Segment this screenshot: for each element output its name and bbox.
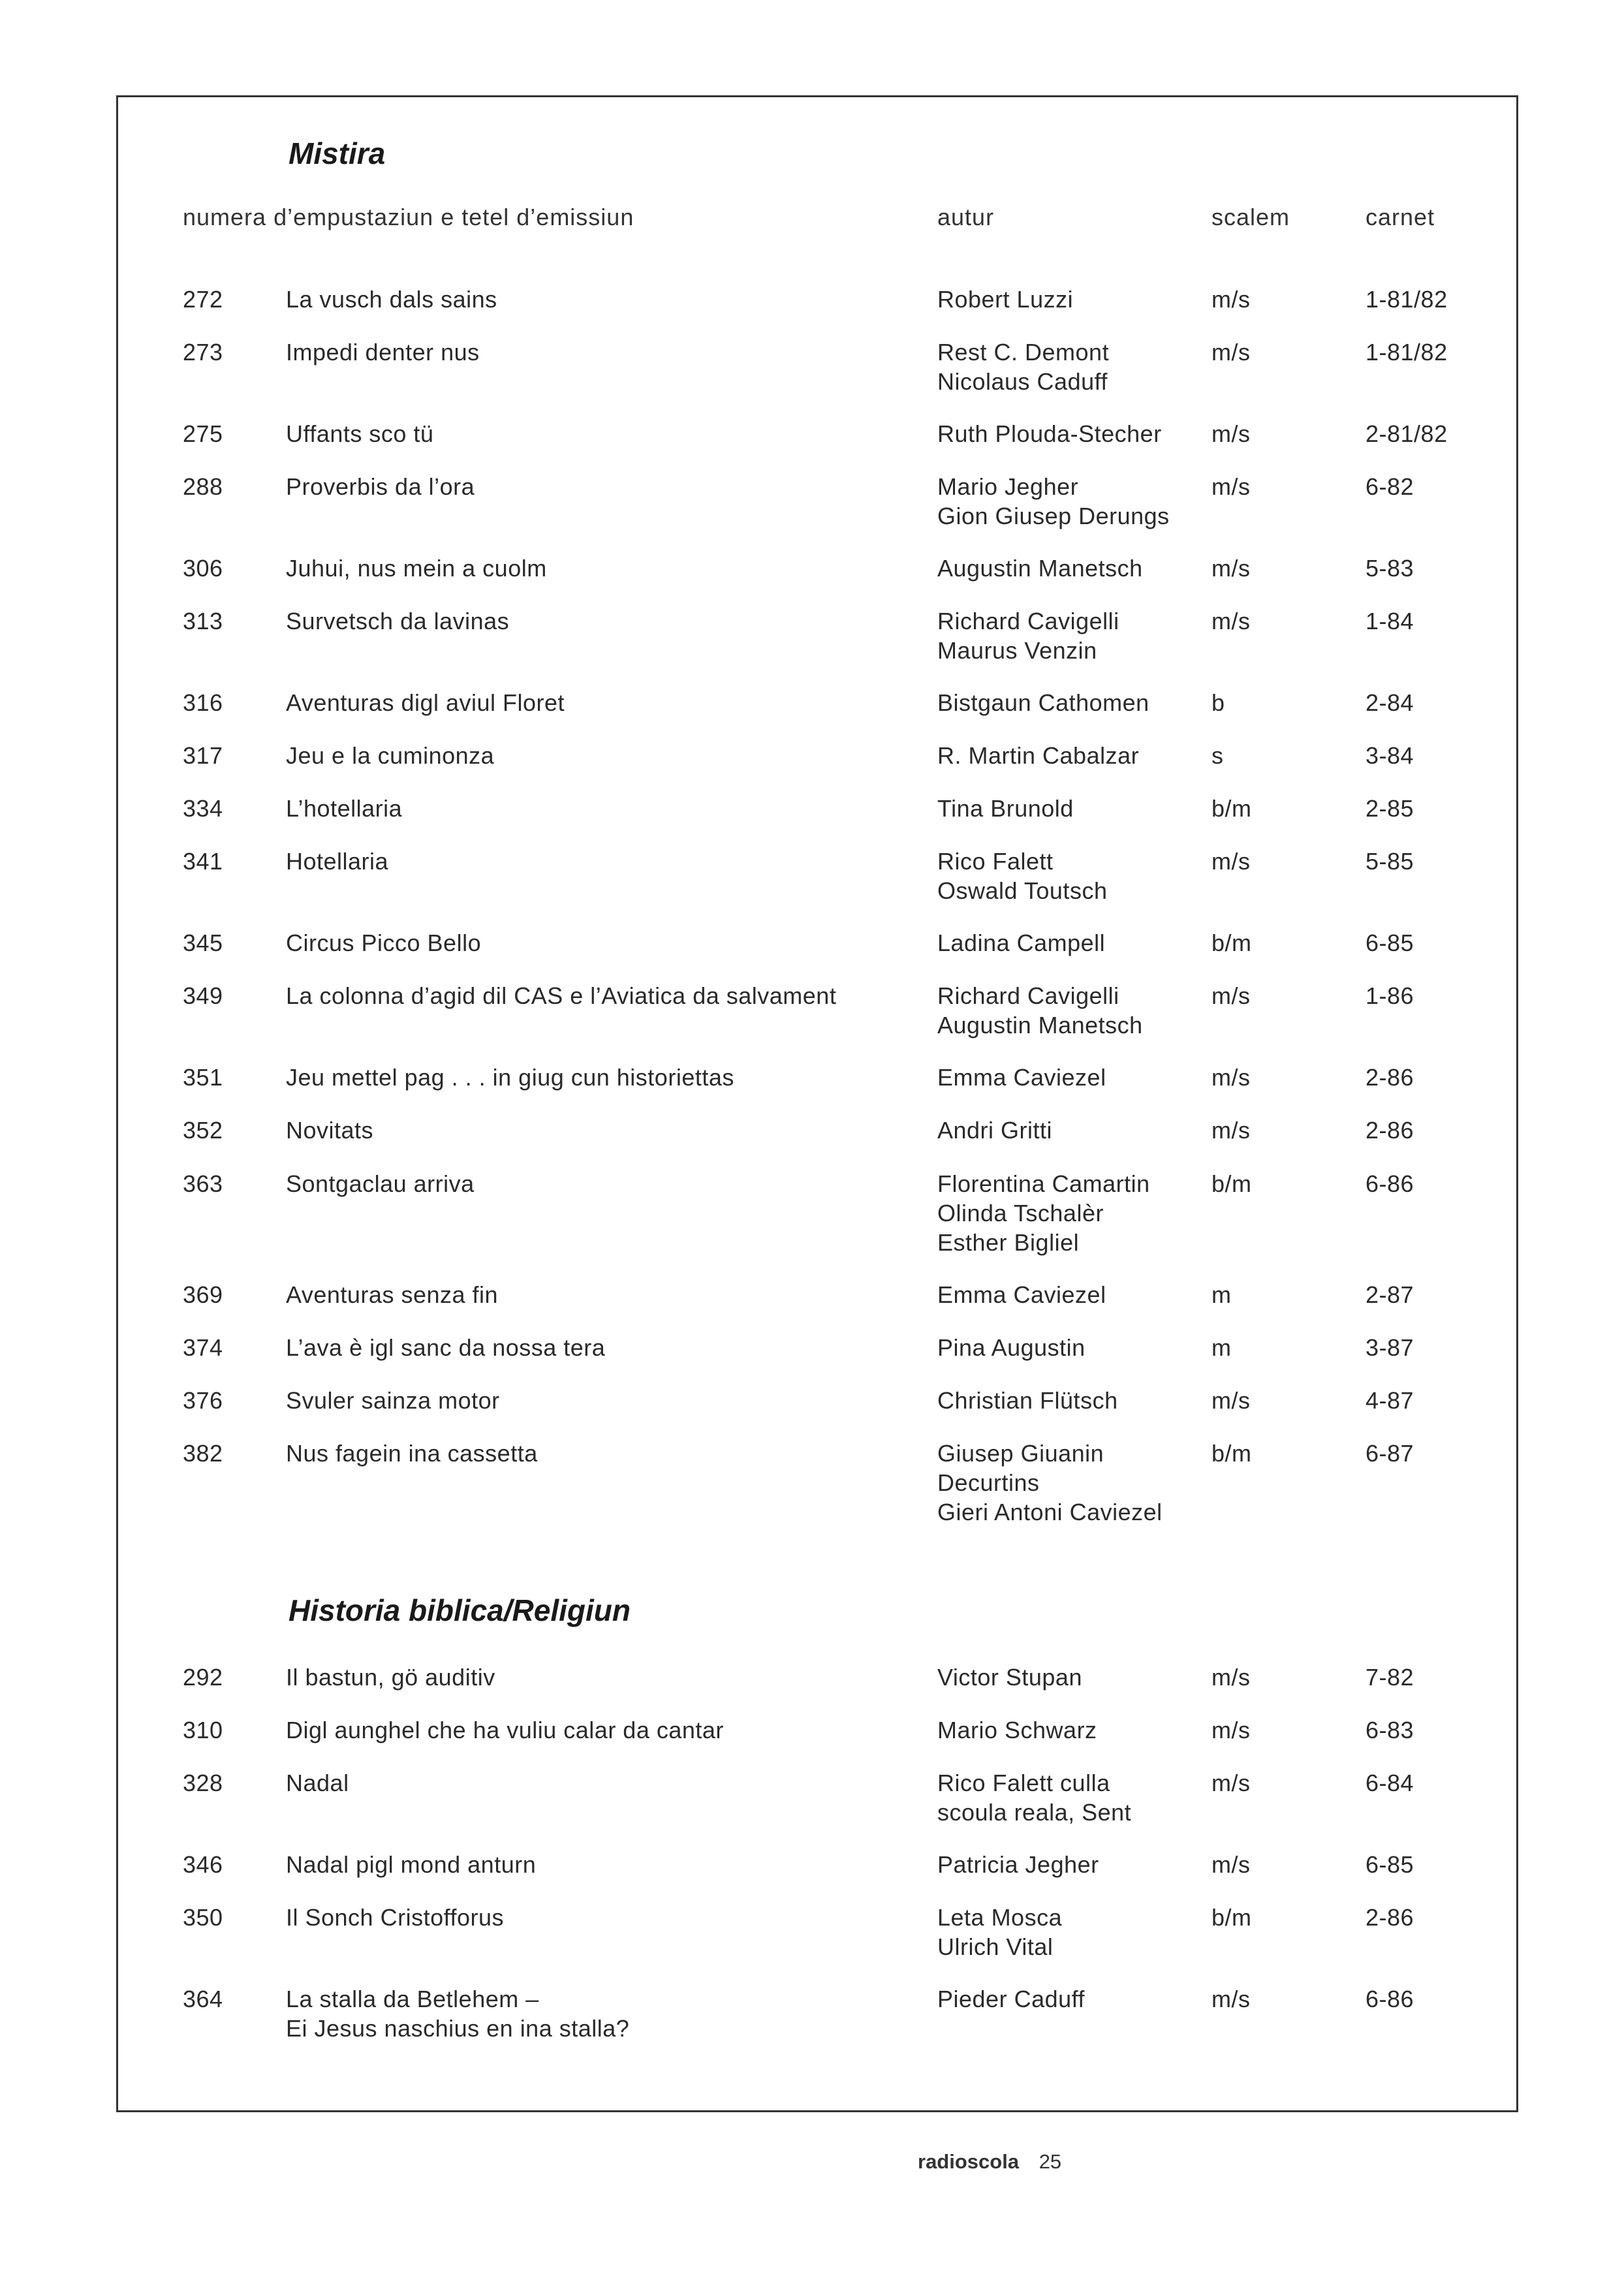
row-author-line: Gieri Antoni Caviezel xyxy=(937,1499,1163,1525)
row-author-line: Gion Giusep Derungs xyxy=(937,503,1170,529)
page-footer xyxy=(918,2150,1061,2174)
row-author xyxy=(937,1063,1106,1092)
row-title xyxy=(286,1715,724,1745)
row-carnet: 2-85 xyxy=(1366,795,1414,822)
row-carnet: 6-86 xyxy=(1366,1170,1414,1197)
row-author-line: Mario Schwarz xyxy=(937,1717,1097,1743)
row-scale: m/s xyxy=(1211,1664,1251,1691)
row-title xyxy=(286,688,565,717)
row-number: 374 xyxy=(183,1334,223,1361)
row-number: 346 xyxy=(183,1851,223,1878)
row-number: 275 xyxy=(183,420,223,447)
row-title xyxy=(286,1116,373,1145)
row-title-line: Circus Picco Bello xyxy=(286,929,482,956)
row-author xyxy=(937,554,1143,583)
row-carnet: 6-85 xyxy=(1366,1851,1414,1878)
row-scale: m/s xyxy=(1211,420,1251,447)
row-scale: m/s xyxy=(1211,1851,1251,1878)
row-number: 273 xyxy=(183,339,223,366)
row-number: 369 xyxy=(183,1281,223,1308)
row-carnet: 6-84 xyxy=(1366,1770,1414,1796)
row-number: 334 xyxy=(183,795,223,822)
row-title-line: Jeu mettel pag . . . in giug cun historiettas xyxy=(286,1064,734,1091)
row-title-line: La stalla da Betlehem – xyxy=(286,1986,539,2012)
row-carnet: 2-86 xyxy=(1366,1904,1414,1931)
row-number: 363 xyxy=(183,1170,223,1197)
row-author xyxy=(937,1333,1085,1362)
row-author-line: Richard Cavigelli xyxy=(937,608,1119,634)
row-scale: m/s xyxy=(1211,473,1251,500)
row-title-line: Survetsch da lavinas xyxy=(286,608,510,634)
row-number: 351 xyxy=(183,1064,223,1091)
row-author xyxy=(937,1439,1163,1527)
row-author-line: Christian Flütsch xyxy=(937,1387,1118,1414)
row-author-line: Victor Stupan xyxy=(937,1664,1082,1691)
row-number: 382 xyxy=(183,1440,223,1467)
row-number: 376 xyxy=(183,1387,223,1414)
section-title-historia-biblica: Historia biblica/Religiun xyxy=(289,1593,631,1627)
row-number: 328 xyxy=(183,1770,223,1796)
row-title-line: Svuler sainza motor xyxy=(286,1387,500,1414)
row-author-line: scoula reala, Sent xyxy=(937,1799,1132,1826)
row-title xyxy=(286,554,547,583)
row-author xyxy=(937,419,1162,448)
row-author xyxy=(937,337,1109,396)
row-number: 310 xyxy=(183,1717,223,1743)
row-title-line: Il Sonch Cristofforus xyxy=(286,1904,504,1931)
row-author xyxy=(937,606,1119,665)
row-title xyxy=(286,1169,475,1198)
row-carnet: 6-87 xyxy=(1366,1440,1414,1467)
row-author-line: Oswald Toutsch xyxy=(937,877,1108,904)
row-carnet: 1-81/82 xyxy=(1366,286,1448,313)
row-number: 364 xyxy=(183,1986,223,2012)
row-title xyxy=(286,1063,734,1092)
row-author-line: Patricia Jegher xyxy=(937,1851,1099,1878)
row-number: 341 xyxy=(183,848,223,875)
row-title-line: L’hotellaria xyxy=(286,795,403,822)
row-title xyxy=(286,1850,536,1879)
row-author-line: Richard Cavigelli xyxy=(937,982,1119,1009)
row-scale: b/m xyxy=(1211,795,1252,822)
row-author-line: Emma Caviezel xyxy=(937,1064,1106,1091)
row-author xyxy=(937,1169,1150,1257)
row-author-line: Ruth Plouda-Stecher xyxy=(937,420,1162,447)
row-scale: m/s xyxy=(1211,608,1251,634)
row-title xyxy=(286,606,509,636)
row-author xyxy=(937,472,1170,531)
row-title xyxy=(286,847,388,876)
footer-brand: radioscola xyxy=(918,2150,1020,2173)
row-title-line: L’ava è igl sanc da nossa tera xyxy=(286,1334,606,1361)
row-title-line: Novitats xyxy=(286,1117,374,1144)
row-carnet: 2-81/82 xyxy=(1366,420,1448,447)
row-scale: m/s xyxy=(1211,555,1251,582)
row-carnet: 2-84 xyxy=(1366,689,1414,716)
row-number: 306 xyxy=(183,555,223,582)
row-title-line: Nadal pigl mond anturn xyxy=(286,1851,537,1878)
row-carnet: 4-87 xyxy=(1366,1387,1414,1414)
row-author-line: Pieder Caduff xyxy=(937,1986,1085,2012)
row-title xyxy=(286,1663,495,1692)
row-author-line: Andri Gritti xyxy=(937,1117,1053,1144)
row-author xyxy=(937,1984,1085,2014)
row-author-line: Ulrich Vital xyxy=(937,1933,1054,1960)
row-scale: m/s xyxy=(1211,1117,1251,1144)
column-header-number-title: numera d’empustaziun e tetel d’emissiun xyxy=(183,204,634,230)
row-author-line: Emma Caviezel xyxy=(937,1281,1106,1308)
row-author-line: Rico Falett xyxy=(937,848,1054,875)
row-number: 272 xyxy=(183,286,223,313)
row-author-line: Rico Falett culla xyxy=(937,1770,1110,1796)
row-number: 352 xyxy=(183,1117,223,1144)
row-author xyxy=(937,1903,1062,1961)
row-scale: b/m xyxy=(1211,1170,1252,1197)
row-scale: m/s xyxy=(1211,1717,1251,1743)
row-author-line: Augustin Manetsch xyxy=(937,1012,1143,1038)
row-author xyxy=(937,1663,1082,1692)
row-number: 350 xyxy=(183,1904,223,1931)
row-author xyxy=(937,1116,1052,1145)
row-title-line: Uffants sco tü xyxy=(286,420,434,447)
row-carnet: 2-86 xyxy=(1366,1117,1414,1144)
row-author-line: Ladina Campell xyxy=(937,929,1106,956)
row-title xyxy=(286,794,402,823)
row-scale: m/s xyxy=(1211,286,1251,313)
row-author xyxy=(937,1386,1118,1415)
row-author xyxy=(937,981,1143,1040)
row-title xyxy=(286,337,480,367)
row-title xyxy=(286,928,481,958)
row-scale: m/s xyxy=(1211,848,1251,875)
row-carnet: 5-83 xyxy=(1366,555,1414,582)
row-scale: m/s xyxy=(1211,1770,1251,1796)
row-author-line: Leta Mosca xyxy=(937,1904,1063,1931)
page-number: 25 xyxy=(1038,2150,1062,2173)
row-title-line: Proverbis da l’ora xyxy=(286,473,475,500)
row-title xyxy=(286,1280,498,1309)
row-number: 288 xyxy=(183,473,223,500)
row-author-line: Augustin Manetsch xyxy=(937,555,1143,582)
row-scale: m xyxy=(1211,1334,1232,1361)
row-number: 345 xyxy=(183,929,223,956)
row-title-line: Sontgaclau arriva xyxy=(286,1170,475,1197)
row-carnet: 6-85 xyxy=(1366,929,1414,956)
row-author xyxy=(937,1280,1106,1309)
row-title-line: La colonna d’agid dil CAS e l’Aviatica da salvament xyxy=(286,982,837,1009)
row-carnet: 1-84 xyxy=(1366,608,1414,634)
row-author-line: Pina Augustin xyxy=(937,1334,1085,1361)
row-title-line: Hotellaria xyxy=(286,848,389,875)
row-carnet: 6-86 xyxy=(1366,1986,1414,2012)
row-title xyxy=(286,285,497,314)
row-author-line: Tina Brunold xyxy=(937,795,1074,822)
row-author-line: Esther Bigliel xyxy=(937,1229,1080,1256)
row-author xyxy=(937,794,1074,823)
page-frame xyxy=(116,95,1518,2112)
row-carnet: 6-82 xyxy=(1366,473,1414,500)
row-carnet: 3-84 xyxy=(1366,742,1414,769)
row-author-line: Florentina Camartin xyxy=(937,1170,1150,1197)
row-author-line: Giusep Giuanin xyxy=(937,1440,1104,1467)
row-carnet: 5-85 xyxy=(1366,848,1414,875)
row-scale: s xyxy=(1211,742,1224,769)
section-title-mistira: Mistira xyxy=(289,136,386,170)
row-title xyxy=(286,419,433,448)
row-title xyxy=(286,1439,538,1468)
row-author xyxy=(937,847,1107,905)
row-carnet: 3-87 xyxy=(1366,1334,1414,1361)
row-author xyxy=(937,688,1149,717)
row-scale: b xyxy=(1211,689,1225,716)
row-title-line: Ei Jesus naschius en ina stalla? xyxy=(286,2015,630,2042)
row-author-line: R. Martin Cabalzar xyxy=(937,742,1140,769)
row-title-line: Aventuras senza fin xyxy=(286,1281,499,1308)
row-title-line: Il bastun, gö auditiv xyxy=(286,1664,495,1691)
row-title-line: Juhui, nus mein a cuolm xyxy=(286,555,547,582)
row-number: 349 xyxy=(183,982,223,1009)
row-title-line: Nus fagein ina cassetta xyxy=(286,1440,538,1467)
row-title xyxy=(286,1984,629,2043)
row-author xyxy=(937,741,1139,770)
row-title xyxy=(286,981,836,1010)
row-author-line: Mario Jegher xyxy=(937,473,1079,500)
row-carnet: 2-87 xyxy=(1366,1281,1414,1308)
row-title xyxy=(286,741,494,770)
row-title xyxy=(286,1768,349,1798)
row-author xyxy=(937,285,1073,314)
row-number: 317 xyxy=(183,742,223,769)
row-author xyxy=(937,928,1105,958)
row-title-line: Aventuras digl aviul Floret xyxy=(286,689,565,716)
row-carnet: 2-86 xyxy=(1366,1064,1414,1091)
column-header-scale: scalem xyxy=(1211,204,1290,230)
row-carnet: 6-83 xyxy=(1366,1717,1414,1743)
row-scale: b/m xyxy=(1211,1440,1252,1467)
row-carnet: 1-81/82 xyxy=(1366,339,1448,366)
row-scale: m/s xyxy=(1211,339,1251,366)
row-author-line: Olinda Tschalèr xyxy=(937,1200,1104,1226)
row-title xyxy=(286,1333,605,1362)
row-carnet: 1-86 xyxy=(1366,982,1414,1009)
row-author xyxy=(937,1715,1097,1745)
row-scale: m/s xyxy=(1211,1064,1251,1091)
row-number: 316 xyxy=(183,689,223,716)
row-scale: b/m xyxy=(1211,1904,1252,1931)
row-author-line: Decurtins xyxy=(937,1469,1040,1496)
row-author-line: Maurus Venzin xyxy=(937,637,1097,664)
row-scale: b/m xyxy=(1211,929,1252,956)
row-number: 313 xyxy=(183,608,223,634)
column-header-carnet: carnet xyxy=(1366,204,1435,230)
row-title-line: Jeu e la cuminonza xyxy=(286,742,495,769)
row-author xyxy=(937,1850,1099,1879)
row-author-line: Robert Luzzi xyxy=(937,286,1074,313)
row-scale: m/s xyxy=(1211,1986,1251,2012)
row-scale: m/s xyxy=(1211,982,1251,1009)
column-header-author: autur xyxy=(937,204,995,230)
row-scale: m/s xyxy=(1211,1387,1251,1414)
row-title-line: La vusch dals sains xyxy=(286,286,497,313)
row-title-line: Digl aunghel che ha vuliu calar da cantar xyxy=(286,1717,724,1743)
row-author-line: Rest C. Demont xyxy=(937,339,1110,366)
row-carnet: 7-82 xyxy=(1366,1664,1414,1691)
row-title xyxy=(286,1386,500,1415)
row-author xyxy=(937,1768,1131,1827)
row-title-line: Nadal xyxy=(286,1770,349,1796)
row-title xyxy=(286,1903,504,1932)
row-author-line: Nicolaus Caduff xyxy=(937,368,1108,395)
row-title-line: Impedi denter nus xyxy=(286,339,480,366)
row-number: 292 xyxy=(183,1664,223,1691)
row-scale: m xyxy=(1211,1281,1232,1308)
row-title xyxy=(286,472,475,501)
row-author-line: Bistgaun Cathomen xyxy=(937,689,1149,716)
